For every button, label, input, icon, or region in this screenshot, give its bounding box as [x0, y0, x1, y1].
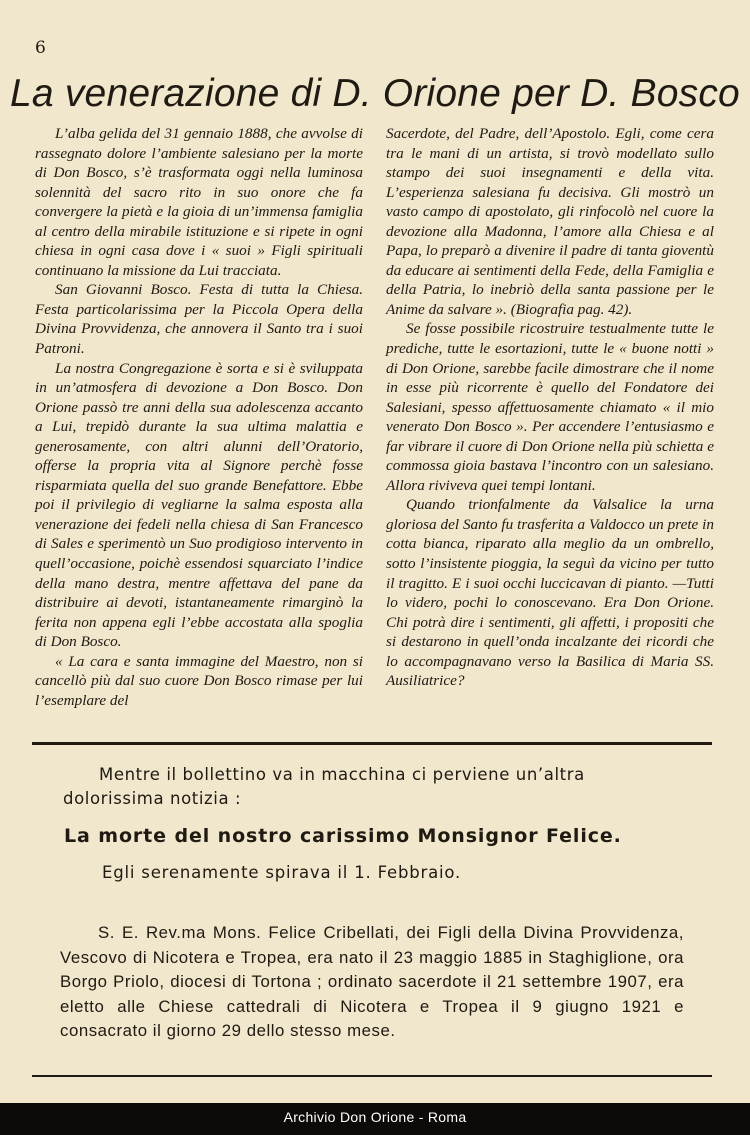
notice-subline: Egli serenamente spirava il 1. Febbraio. [102, 863, 462, 882]
article-paragraph: Se fosse possibile ricostruire testualmente tutte le prediche, tutte le esortazioni, tutte le « buone notti » di Don Orione, sarebbe facile dimostrare che il nome in esse più ricorrente è quello del Fondatore dei Salesiani, spesso affettuosamente chiamato « il mio venerato Don Bosco ». Per accendere l’entusiasmo e far vibrare il cuore di Don Orione nella più schietta e commossa gioia bastava l’incontro con un salesiano. Allora riviveva quei tempi lontani. [386, 320, 714, 494]
archive-footer-bar [0, 1103, 750, 1135]
article-left-column [35, 124, 363, 710]
article-paragraph: San Giovanni Bosco. Festa di tutta la Chiesa. Festa particolarissima per la Piccola Opera della Divina Provvidenza, che annovera il Santo tra i suoi Patroni. [35, 281, 363, 358]
article-paragraph: La nostra Congregazione è sorta e si è sviluppata in un’atmosfera di devozione a Don Bosco. Don Orione passò tre anni della sua adolescenza accanto a Lui, trepidò durante la sua ultima malattia e generosamente, con altri alunni dell’Oratorio, offerse la propria vita al Signore perchè fosse risparmiata quella del suo grande Benefattore. Ebbe poi il privilegio di vegliarne la salma esposta alla venerazione dei fedeli nella chiesa di San Francesco di Sales e sperimentò un Suo prodigioso intervento in quell’occasione, poichè essendosi squarciato l’indice della mano destra, mentre affettava del pane da distribuire ai devoti, istantaneamente rimarginò la ferita non appena egli l’ebbe accostata alla spoglia di Don Bosco. [35, 359, 363, 651]
notice-intro: Mentre il bollettino va in macchina ci perviene un’altra dolorissima notizia : [63, 765, 585, 808]
obituary-notice-box [32, 745, 712, 1077]
notice-biography: S. E. Rev.ma Mons. Felice Cribellati, dei Figli della Divina Provvidenza, Vescovo di Nicotera e Tropea, era nato il 23 maggio 1885 in Staghiglione, ora Borgo Priolo, diocesi di Tortona ; ordinato sacerdote il 21 settembre 1907, era eletto alle Chiese cattedrali di Nicotera e Tropea il 9 giugno 1921 e consacrato il giorno 29 dello stesso mese. [60, 923, 684, 1040]
archive-label: Archivio Don Orione - Roma [283, 1109, 467, 1125]
article-paragraph: « La cara e santa immagine del Maestro, non si cancellò più dal suo cuore Don Bosco rimase per lui l’esemplare del [35, 652, 363, 709]
article-paragraph: Sacerdote, del Padre, dell’Apostolo. Egli, come cera tra le mani di un artista, si trovò modellato sullo stampo dei suoi insegnamenti e della vita. L’esperienza salesiana fu decisiva. Gli mostrò un vasto campo di apostolato, gli rinfocolò nel cuore la devozione alla Madonna, l’amore alla Chiesa e al Papa, lo preparò a divenire il padre di tanta gioventù da educare ai sentimenti della Fede, della Famiglia e della Patria, lo inebriò della santa passione per le Anime da salvare ». (Biografia pag. 42). [386, 125, 714, 318]
article-title: La venerazione di D. Orione per D. Bosco [10, 72, 740, 115]
article-paragraph: Quando trionfalmente da Valsalice la urna gloriosa del Santo fu trasferita a Valdocco un prete in cotta bianca, riparato alla meglio da un ombrello, sotto l’insistente pioggia, la seguì da vicino per tutto il tragitto. E i suoi occhi luccicavan di pianto. —Tutti lo videro, pochi lo conoscevano. Era Don Orione. Chi potrà dire i sentimenti, gli affetti, i propositi che si destarono in quell’onda incalzante dei ricordi che lo accompagnavano verso la Basilica di Maria SS. Ausiliatrice? [386, 496, 714, 690]
page-number: 6 [35, 38, 46, 58]
article-paragraph: L’alba gelida del 31 gennaio 1888, che avvolse di rassegnato dolore l’ambiente salesiano per la morte di Don Bosco, s’è trasformata oggi nella luminosa solennità del sacro rito in suo onore che fa convergere la pietà e la gioia di un’immensa famiglia al centro della mirabile istituzione e si ripete in ogni chiesa in ogni casa dove i « suoi » Figli spirituali continuano la missione da Lui tracciata. [35, 125, 363, 279]
article-right-column [386, 124, 714, 691]
notice-headline: La morte del nostro carissimo Monsignor Felice. [64, 825, 622, 847]
